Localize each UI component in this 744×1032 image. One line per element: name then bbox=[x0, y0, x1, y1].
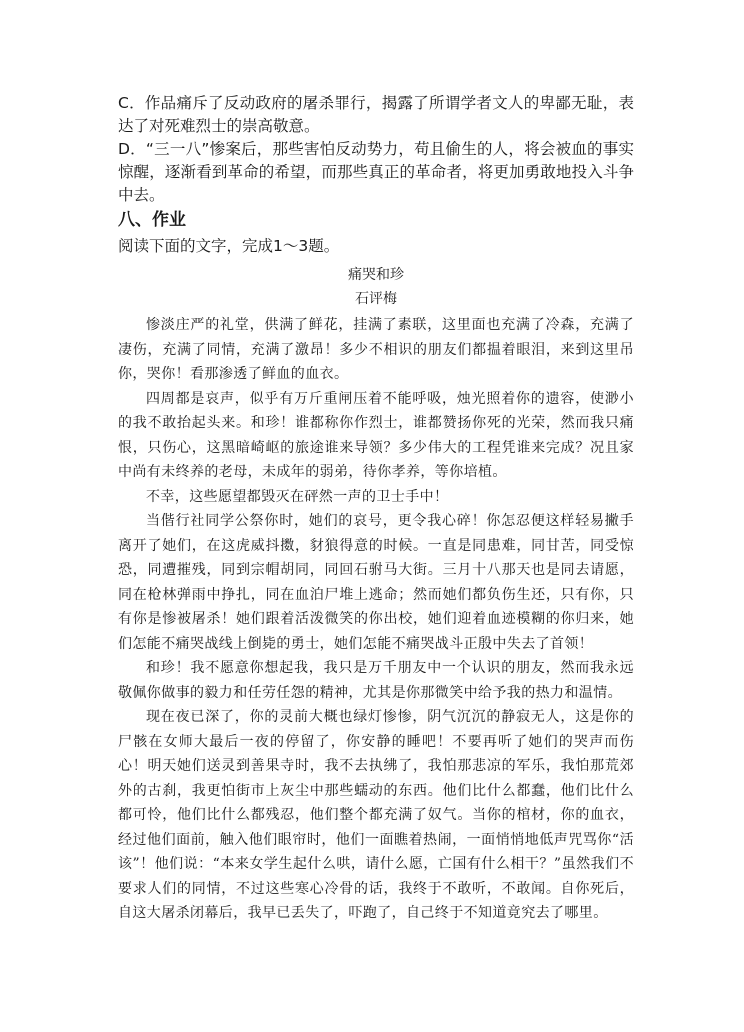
article-paragraph: 现在夜已深了，你的灵前大概也绿灯惨惨，阴气沉沉的静寂无人，这是你的尸骸在女师大最后一夜的停留了，你安静的睡吧！不要再听了她们的哭声而伤心！明天她们送灵到善果寺时，我不去执绋了，我怕那悲凉的军乐，我怕那荒郊外的古刹，我更怕街市上灰尘中那些蠕动的东西。他们比什么都蠢，他们比什么都可怜，他们比什么都残忍，他们整个都充满了奴气。当你的棺材，你的血衣，经过他们面前，触入他们眼帘时，他们一面瞧着热闹，一面悄悄地低声咒骂你“活该”！他们说：“本来女学生起什么哄，请什么愿，亡国有什么相干？”虽然我们不要求人们的同情，不过这些寒心冷骨的话，我终于不敢听，不敢闻。自你死后，自这大屠杀闭幕后，我早已丢失了，吓跑了，自己终于不知道竟究去了哪里。 bbox=[118, 709, 634, 921]
article-paragraph: 惨淡庄严的礼堂，供满了鲜花，挂满了素联，这里面也充满了冷森，充满了凄伤，充满了同情，充满了激昂！多少不相识的朋友们都揾着眼泪，来到这里吊你，哭你！看那渗透了鲜血的血衣。 bbox=[118, 317, 634, 382]
article-paragraph: 和珍！我不愿意你想起我，我只是万千朋友中一个认识的朋友，然而我永远敬佩你做事的毅力和任劳任怨的精神，尤其是你那微笑中给予我的热力和温情。 bbox=[118, 660, 634, 701]
section-instruction: 阅读下面的文字，完成1～3题。 bbox=[118, 237, 340, 255]
article-paragraph: 当偕行社同学公祭你时，她们的哀号，更令我心碎！你怎忍便这样轻易撇手离开了她们，在这虎威抖擞，豺狼得意的时候。一直是同患难，同甘苦，同受惊恐，同遭摧残，同到宗帽胡同，同回石驸马大街。三月十八那天也是同去请愿，同在枪林弹雨中挣扎，同在血泊尸堆上逃命；然而她们都负伤生还，只有你，只有你是惨被屠杀！她们跟着活泼微笑的你出校，她们迎着血迹模糊的你归来，她们怎能不痛哭战线上倒毙的勇士，她们怎能不痛哭战斗正殷中失去了首领！ bbox=[118, 513, 634, 652]
option-c: C．作品痛斥了反动政府的屠杀罪行，揭露了所谓学者文人的卑鄙无耻，表达了对死难烈士的崇高敬意。 bbox=[118, 94, 634, 135]
option-d: D．“三一八”惨案后，那些害怕反动势力，苟且偷生的人，将会被血的事实惊醒，逐渐看到革命的希望，而那些真正的革命者，将更加勇敢地投入斗争中去。 bbox=[118, 140, 634, 204]
article-author: 石评梅 bbox=[355, 291, 397, 307]
article-title: 痛哭和珍 bbox=[348, 267, 404, 283]
document-page bbox=[118, 92, 634, 926]
article-paragraph: 四周都是哀声，似乎有万斤重闸压着不能呼吸，烛光照着你的遗容，使渺小的我不敢抬起头来。和珍！谁都称你作烈士，谁都赞扬你死的光荣，然而我只痛恨，只伤心，这黑暗崎岖的旅途谁来导领？多少伟大的工程凭谁来完成？况且家中尚有未终养的老母，未成年的弱弟，待你孝养，等你培植。 bbox=[118, 390, 634, 480]
article-paragraph: 不幸，这些愿望都毁灭在砰然一声的卫士手中！ bbox=[146, 488, 449, 505]
section-heading: 八、作业 bbox=[118, 210, 186, 230]
